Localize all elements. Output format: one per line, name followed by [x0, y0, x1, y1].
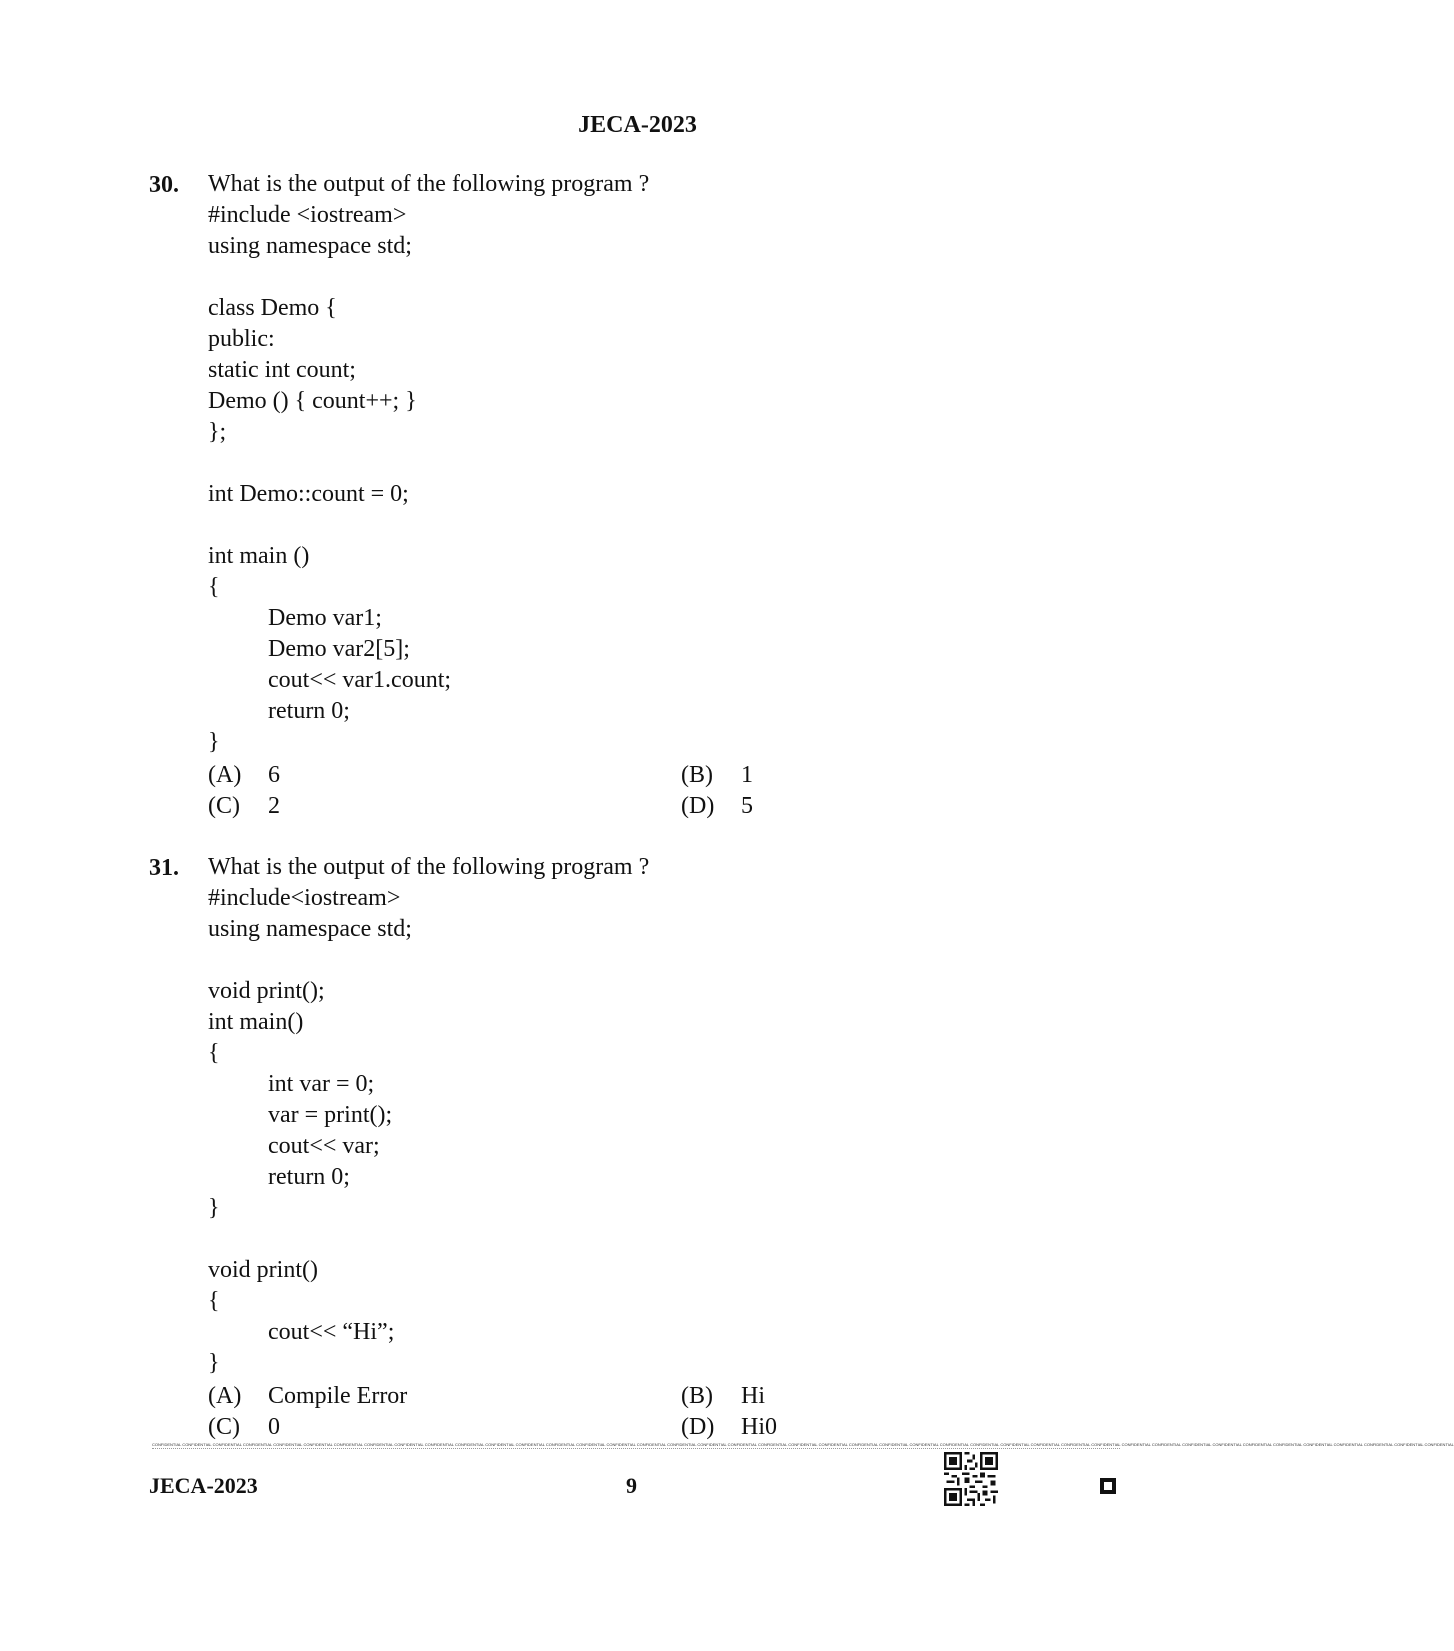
question-31-code-line: void print(); [208, 978, 325, 1004]
question-31-code-line: void print() [208, 1257, 318, 1283]
question-31-option-b-letter: (B) [681, 1383, 713, 1409]
square-icon [1100, 1478, 1116, 1494]
question-31-option-c-letter: (C) [208, 1414, 240, 1440]
question-31-number: 31. [149, 855, 179, 881]
page-number: 9 [626, 1473, 637, 1498]
question-30-option-d-letter: (D) [681, 793, 715, 819]
question-31-code-line: return 0; [268, 1164, 350, 1190]
question-30-code-line: Demo var2[5]; [268, 636, 410, 662]
question-30-number: 30. [149, 172, 179, 198]
question-31-code-line: } [208, 1195, 220, 1221]
confidential-strip: CONFIDENTIAL CONFIDENTIAL CONFIDENTIAL CONFIDENTIAL CONFIDENTIAL CONFIDENTIAL CONFIDENTIAL CONFIDENTIAL CONFIDENTIAL CONFIDENTIAL CONFIDENTIAL CONFIDENTIAL CONFIDENTIAL CONFIDENTIAL CONFIDENTIAL CONFIDENTIAL CONFIDENTIAL CONFIDENTIAL CONFIDENTIAL CONFIDENTIAL CONFIDENTIAL CONFIDENTIAL CONFIDENTIAL CONFIDENTIAL CONFIDENTIAL CONFIDENTIAL CONFIDENTIAL CONFIDENTIAL CONFIDENTIAL CONFIDENTIAL CONFIDENTIAL CONFIDENTIAL CONFIDENTIAL CONFIDENTIAL CONFIDENTIAL CONFIDENTIAL CONFIDENTIAL CONFIDENTIAL CONFIDENTIAL CONFIDENTIAL CONFIDENTIAL CONFIDENTIAL CONFIDENTIAL [152, 1442, 1454, 1447]
question-31-code-line: } [208, 1350, 220, 1376]
question-30-option-b-letter: (B) [681, 762, 713, 788]
question-30-code-line: cout<< var1.count; [268, 667, 452, 693]
question-30-code-line: }; [208, 419, 227, 445]
question-30-option-d-text: 5 [741, 793, 753, 819]
question-31-option-c-text: 0 [268, 1414, 280, 1440]
question-31-code-line: var = print(); [268, 1102, 393, 1128]
question-31-code-line: int var = 0; [268, 1071, 375, 1097]
question-30-code-line: public: [208, 326, 275, 352]
question-31-code-line: { [208, 1040, 220, 1066]
question-30-code-line: Demo () { count++; } [208, 388, 417, 414]
question-30-code-line: { [208, 574, 220, 600]
question-31-code-line: int main() [208, 1009, 304, 1035]
qr-code-icon [944, 1452, 998, 1506]
question-30-code-line: return 0; [268, 698, 350, 724]
question-30-stem: What is the output of the following program ? [208, 171, 650, 197]
question-31-code-line: cout<< var; [268, 1133, 380, 1159]
question-30-code-line: } [208, 729, 220, 755]
question-30-code-line: int main () [208, 543, 310, 569]
question-30-code-line: class Demo { [208, 295, 337, 321]
footer-exam-code: JECA-2023 [149, 1473, 258, 1498]
question-31-option-a-letter: (A) [208, 1383, 242, 1409]
question-30-code-line: static int count; [208, 357, 356, 383]
question-31-code-line: { [208, 1288, 220, 1314]
question-31-option-d-letter: (D) [681, 1414, 715, 1440]
question-30-code-line: using namespace std; [208, 233, 412, 259]
question-31-option-a-text: Compile Error [268, 1383, 408, 1409]
question-31-option-b-text: Hi [741, 1383, 765, 1409]
question-31-code-line: cout<< “Hi”; [268, 1319, 395, 1345]
question-31-code-line: using namespace std; [208, 916, 412, 942]
question-31-option-d-text: Hi0 [741, 1414, 777, 1440]
question-30-code-line: Demo var1; [268, 605, 382, 631]
question-30-option-c-letter: (C) [208, 793, 240, 819]
question-31-stem: What is the output of the following program ? [208, 854, 650, 880]
question-30-option-b-text: 1 [741, 762, 753, 788]
question-30-option-a-text: 6 [268, 762, 280, 788]
question-30-code-line: int Demo::count = 0; [208, 481, 409, 507]
question-30-option-a-letter: (A) [208, 762, 242, 788]
page-header-title: JECA-2023 [578, 112, 697, 138]
question-31-code-line: #include<iostream> [208, 885, 401, 911]
question-30-option-c-text: 2 [268, 793, 280, 819]
question-30-code-line: #include <iostream> [208, 202, 407, 228]
